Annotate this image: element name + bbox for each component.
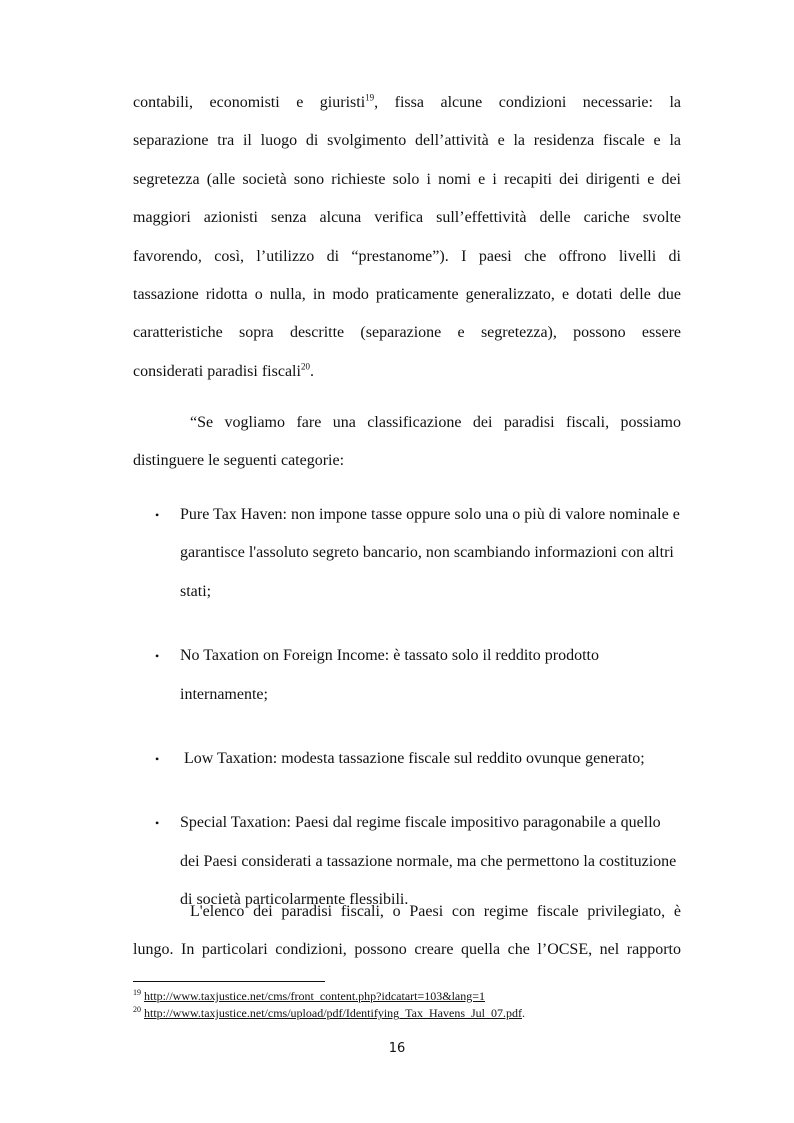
- list-item: • Special Taxation: Paesi dal regime fiscale impositivo paragonabile a quello dei Paesi considerati a tassazione normale, ma che permettono la costituzione di società particolarmente flessibili.: [133, 804, 681, 919]
- footnote-19: [133, 989, 485, 1004]
- paragraph-1-line-5: favorendo, così, l’utilizzo di “prestanome”). I paesi che offrono livelli di: [133, 247, 681, 265]
- list-item: • Pure Tax Haven: non impone tasse oppure solo una o più di valore nominale e garantisce l'assoluto segreto bancario, non scambiando informazioni con altri stati;: [133, 496, 681, 611]
- footnote-link[interactable]: http://www.taxjustice.net/cms/upload/pdf/Identifying_Tax_Havens_Jul_07.pdf: [144, 1006, 522, 1020]
- paragraph-1-line-8: considerati paradisi fiscali$^{20}$.: [133, 361, 314, 380]
- category-list: [133, 496, 681, 920]
- paragraph-1: [133, 84, 681, 391]
- bullet-icon: •: [155, 752, 160, 767]
- paragraph-3-line-1: L'elenco dei paradisi fiscali, o Paesi con regime fiscale privilegiato, è: [190, 903, 681, 920]
- paragraph-3: [133, 893, 681, 970]
- paragraph-2-line-1: “Se vogliamo fare una classificazione dei paradisi fiscali, possiamo: [190, 414, 681, 431]
- footnote-20: $^{20}$ http://www.taxjustice.net/cms/upload/pdf/Identifying_Tax_Havens_Jul_07.pdf.: [133, 1005, 525, 1020]
- footnote-number: 19: [133, 988, 141, 997]
- list-item: • No Taxation on Foreign Income: è tassato solo il reddito prodotto internamente;: [133, 637, 681, 714]
- paragraph-1-line-7: caratteristiche sopra descritte (separazione e segretezza), possono essere: [133, 324, 681, 342]
- list-item: • Low Taxation: modesta tassazione fiscale sul reddito ovunque generato;: [133, 740, 681, 778]
- paragraph-1-line-4: maggiori azionisti senza alcuna verifica sull’effettività delle cariche svolte: [133, 209, 681, 227]
- bullet-icon: •: [155, 508, 160, 522]
- footnote-ref-19[interactable]: 19: [365, 92, 375, 103]
- paragraph-1-line-3: segretezza (alle società sono richieste solo i nomi e i recapiti dei dirigenti e dei: [133, 170, 681, 188]
- paragraph-1-line-6: tassazione ridotta o nulla, in modo praticamente generalizzato, e dotati delle due: [133, 286, 681, 304]
- bullet-icon: •: [155, 649, 160, 664]
- footnote-ref-20[interactable]: 20: [300, 361, 310, 372]
- footnote-number: 20: [133, 1005, 141, 1014]
- paragraph-2: [133, 404, 681, 481]
- page-number: 16: [388, 1041, 406, 1056]
- paragraph-2-line-2: distinguere le seguenti categorie:: [133, 452, 345, 470]
- paragraph-3-line-2: lungo. In particolari condizioni, possono creare quella che l’OCSE, nel rapporto: [133, 941, 681, 959]
- paragraph-1-line-1: contabili, economisti e giuristi$^{19}$, fissa alcune condizioni necessarie: la: [133, 92, 681, 111]
- footnote-separator: [133, 981, 325, 982]
- footnote-link[interactable]: http://www.taxjustice.net/cms/front_content.php?idcatart=103&lang=1: [144, 989, 486, 1003]
- bullet-icon: •: [155, 816, 160, 831]
- paragraph-1-line-2: separazione tra il luogo di svolgimento dell’attività e la residenza fiscale e la: [133, 132, 681, 150]
